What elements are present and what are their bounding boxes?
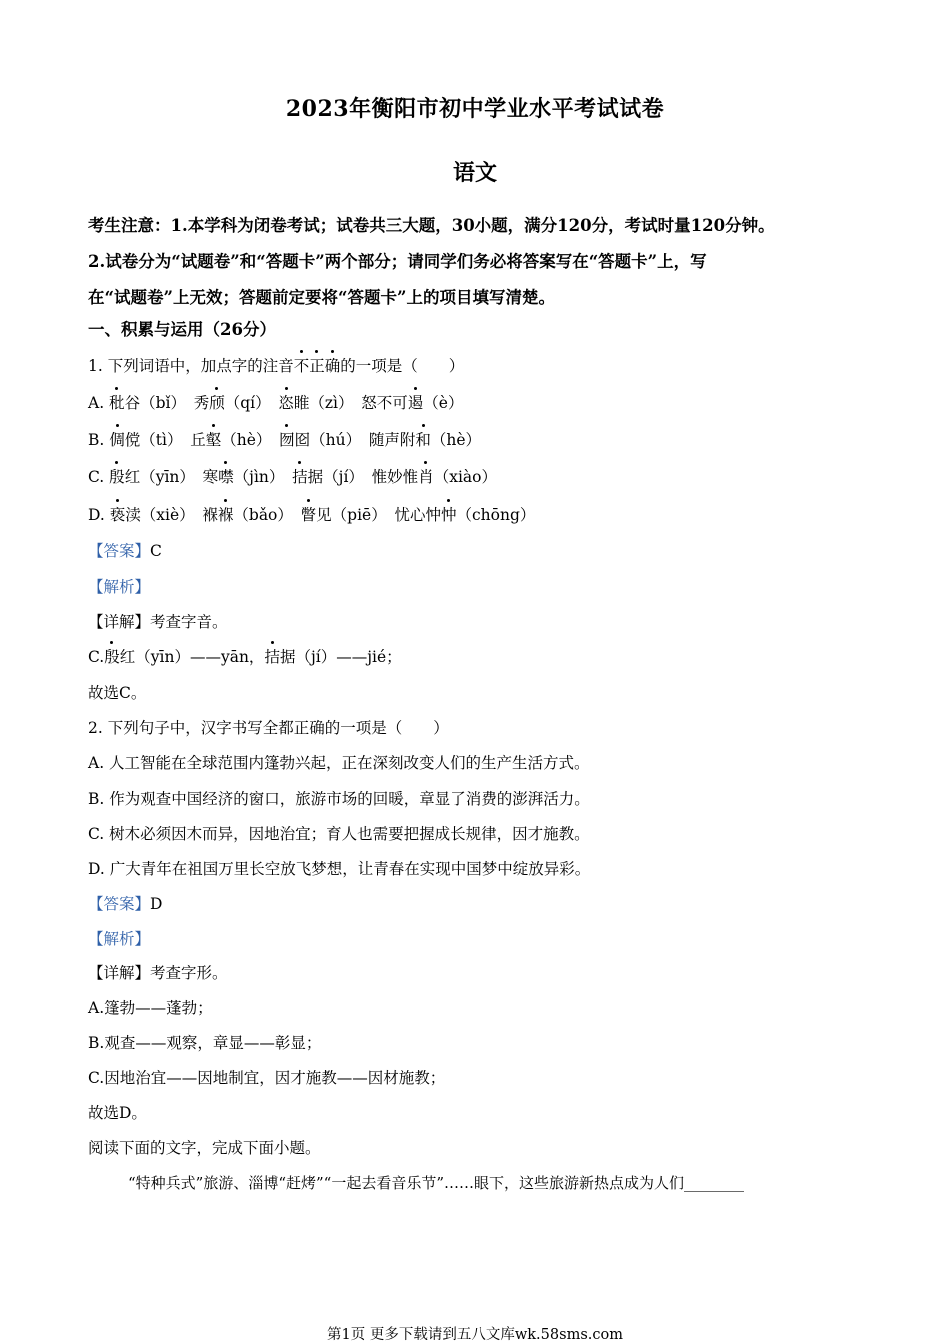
- page-footer: 第1页 更多下载请到五八文库wk.58sms.com: [327, 1327, 623, 1343]
- detail-text: 考查字形。: [150, 964, 228, 982]
- option-text: 囵（hú） 随声附: [294, 431, 416, 449]
- dotted-char: 殷: [104, 648, 120, 666]
- q2-explain-a: A.篷勃——蓬勃；: [88, 999, 213, 1017]
- answer-label: 【答案】: [88, 542, 151, 560]
- q2-analysis-label: 【解析】: [88, 930, 151, 948]
- q2-conclusion: 故选D。: [88, 1104, 147, 1122]
- option-text: （xiào）: [433, 468, 497, 486]
- q1-stem-dotted-char: 正: [309, 357, 325, 375]
- dotted-char: 亵: [109, 506, 126, 524]
- q2-option-b: B. 作为观查中国经济的窗口，旅游市场的回暖，章显了消费的澎湃活力。: [88, 790, 590, 808]
- detail-label: 【详解】: [88, 964, 151, 982]
- dotted-char: 肖: [418, 468, 434, 486]
- dotted-char: 倜: [109, 431, 125, 449]
- q1-answer: [88, 541, 878, 561]
- q2-explain-b: B.观查——观察，章显——彰显；: [88, 1034, 322, 1052]
- reading-passage: “特种兵式”旅游、淄博“赶烤”“一起去看音乐节”……眼下，这些旅游新热点成为人们________: [128, 1174, 745, 1192]
- q2-stem: 2. 下列句子中，汉字书写全都正确的一项是（ ）: [88, 719, 449, 737]
- option-text: （qí）: [224, 394, 279, 412]
- option-prefix: A.: [88, 394, 110, 412]
- dotted-char: 噤: [218, 468, 234, 486]
- option-text: （hè）: [430, 431, 482, 449]
- option-text: （chōng）: [456, 506, 536, 524]
- option-text: 据（jí） 惟妙惟: [307, 468, 419, 486]
- q1-detail: [88, 612, 878, 632]
- exam-notice: [88, 208, 878, 316]
- dotted-char: 囫: [279, 431, 295, 449]
- detail-label: 【详解】: [88, 613, 151, 631]
- notice-line-1: 考生注意：1.本学科为闭卷考试；试卷共三大题，30小题，满分120分，考试时量120分钟。: [88, 216, 775, 235]
- section-1-title: 一、积累与运用（26分）: [88, 320, 276, 339]
- option-prefix: D.: [88, 506, 110, 524]
- dotted-char: 拮: [264, 648, 280, 666]
- option-text: （bǎo）: [233, 506, 301, 524]
- option-text: （jìn）: [233, 468, 293, 486]
- q1-analysis-label: 【解析】: [88, 578, 151, 596]
- dotted-char: 遏: [407, 394, 424, 412]
- q2-answer: [88, 894, 878, 914]
- dotted-char: 颀: [209, 394, 225, 412]
- explain-text: 据（jí）——jié；: [279, 648, 402, 666]
- dotted-char: 拮: [292, 468, 308, 486]
- option-text: （è）: [423, 394, 464, 412]
- answer-label: 【答案】: [88, 895, 151, 913]
- option-text: 红（yīn） 寒: [124, 468, 219, 486]
- q1-stem-dotted-char: 不: [293, 357, 310, 375]
- option-text: 傥（tì） 丘: [124, 431, 206, 449]
- dotted-char: 壑: [205, 431, 222, 449]
- q1-stem-dotted-char: 确: [324, 357, 341, 375]
- option-prefix: C.: [88, 468, 110, 486]
- option-text: 见（piē） 忧心忡: [316, 506, 441, 524]
- reading-instruction: 阅读下面的文字，完成下面小题。: [88, 1139, 321, 1157]
- dotted-char: 瞥: [300, 506, 317, 524]
- q1-stem: [88, 356, 878, 376]
- option-text: 渎（xiè） 褓: [125, 506, 218, 524]
- q1-stem-text: 的一项是（ ）: [340, 357, 465, 375]
- option-text: 睢（zì） 怒不可: [293, 394, 408, 412]
- q1-explanation: [88, 647, 878, 667]
- dotted-char: 殷: [109, 468, 125, 486]
- q2-option-a: A. 人工智能在全球范围内篷勃兴起，正在深刻改变人们的生产生活方式。: [88, 754, 590, 772]
- detail-text: 考查字音。: [150, 613, 228, 631]
- q2-option-c: C. 树木必须因木而异，因地治宜；育人也需要把握成长规律，因才施教。: [88, 825, 590, 843]
- dotted-char: 忡: [440, 506, 457, 524]
- q2-option-d: D. 广大青年在祖国万里长空放飞梦想，让青春在实现中国梦中绽放异彩。: [88, 860, 591, 878]
- notice-line-3: 在“试题卷”上无效；答题前定要将“答题卡”上的项目填写清楚。: [88, 288, 555, 307]
- q2-detail: [88, 963, 878, 983]
- dotted-char: 褓: [217, 506, 234, 524]
- q1-conclusion: 故选C。: [88, 684, 147, 702]
- answer-value: C: [150, 542, 162, 560]
- dotted-char: 秕: [109, 394, 125, 412]
- answer-value: D: [150, 895, 163, 913]
- q1-stem-text: 1. 下列词语中，加点字的注音: [88, 357, 294, 375]
- explain-text: 红（yīn）——yān，: [119, 648, 265, 666]
- q2-explain-c: C.因地治宜——因地制宜，因才施教——因材施教；: [88, 1069, 446, 1087]
- subject-title: 语文: [452, 160, 497, 186]
- dotted-char: 恣: [278, 394, 294, 412]
- explain-text: C.: [88, 648, 105, 666]
- dotted-char: 和: [415, 431, 431, 449]
- exam-title: 2023年衡阳市初中学业水平考试试卷: [285, 96, 665, 122]
- notice-line-2: 2.试卷分为“试题卷”和“答题卡”两个部分；请同学们务必将答案写在“答题卡”上，写: [88, 252, 707, 271]
- q1-option-a: [88, 393, 878, 413]
- option-text: 谷（bǐ） 秀: [124, 394, 210, 412]
- q1-option-c: [88, 467, 878, 487]
- option-text: （hè）: [221, 431, 280, 449]
- q1-option-b: [88, 430, 878, 450]
- q1-option-d: [88, 505, 878, 525]
- option-prefix: B.: [88, 431, 110, 449]
